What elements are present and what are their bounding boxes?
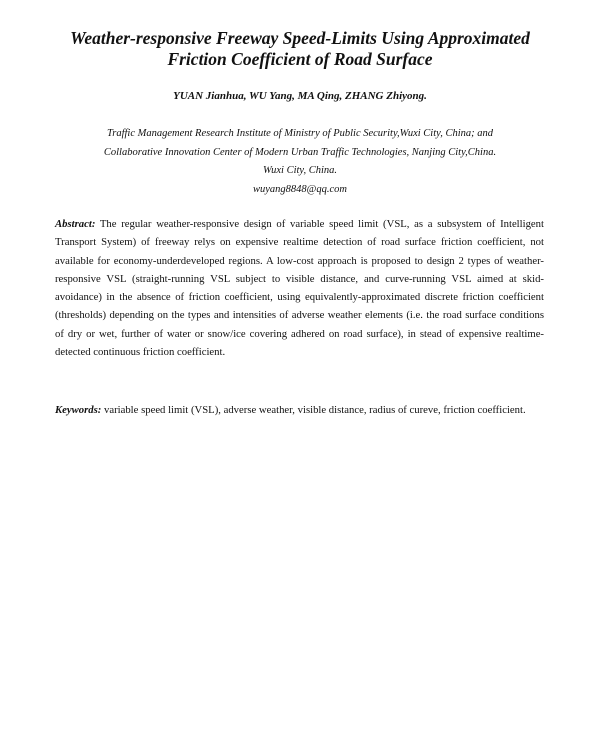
paper-title: [30, 28, 570, 70]
affiliation-line-3: Wuxi City, China.: [262, 165, 338, 176]
keywords-text: variable speed limit (VSL), adverse weather, visible distance, radius of cureve, friction coefficient.: [103, 404, 526, 416]
abstract-text: The regular weather-responsive design of variable speed limit (VSL, as a subsystem of Intelligent Transport System) of freeway relys on expensive realtime detection of road surface friction coefficient, not available for economy-underdeveloped regions. A low-cost approach is proposed to design 2 types of weather-responsive VSL (straight-running VSL subject to visible distance, and curve-running VSL aimed at skid-avoidance) in the absence of friction coefficient, using equivalently-approximated discrete friction coefficient (thresholds) depending on the types and intensities of adverse weather elements (i.e. the road surface conditions of dry or wet, further of water or snow/ice covering adhered on road surface), in stead of expensive realtime-detected continuous friction coefficient.: [55, 218, 544, 359]
title-line-2: Friction Coefficient of Road Surface: [167, 49, 433, 69]
keywords-paragraph: [55, 401, 544, 419]
affiliation-line-2: Collaborative Innovation Center of Modern Urban Traffic Technologies, Nanjing City,China.: [103, 146, 497, 158]
keywords-label: Keywords:: [55, 404, 102, 416]
affiliation-line-1: Traffic Management Research Institute of Ministry of Public Security,Wuxi City, China; and: [106, 128, 494, 139]
abstract-paragraph: [55, 215, 544, 361]
author-list: YUAN Jianhua, WU Yang, MA Qing, ZHANG Zhiyong.: [173, 90, 427, 102]
title-line-1: Weather-responsive Freeway Speed-Limits Using Approximated: [70, 28, 530, 48]
contact-email: wuyang8848@qq.com: [253, 183, 347, 195]
affiliation-block: [40, 125, 560, 199]
abstract-label: Abstract:: [55, 218, 96, 230]
